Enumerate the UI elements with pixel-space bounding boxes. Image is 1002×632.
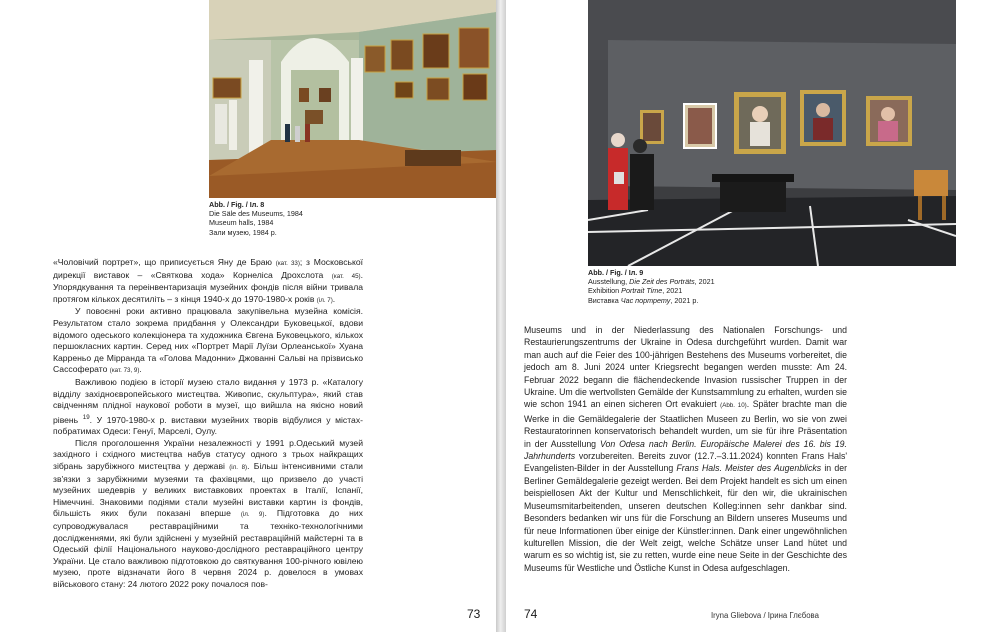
caption-line-de: Die Säle des Museums, 1984: [209, 209, 303, 219]
figure-label: Abb. / Fig. / Іл. 9: [588, 268, 644, 277]
left-body-text: [53, 257, 363, 590]
paragraph: Museums und in der Niederlassung des Nationalen Forschungs- und Restaurierungszentrums der Ukraine in Odesa durchgeführt wurden. Damit war man auch auf die Feier des 100-jährigen Bestehens des Museums vorbereitet, die jedoch am 8. Juni 2024 unter Kriegsrecht begangen werden musste: Am 24. Februar 2022 begann die flächendeckende Invasion russischer Truppen in der Ukraine. Um die wertvollsten Gemälde der Kunstsammlung zu erhalten, wurden sie wie schon 1941 an einen sicheren Ort evakuiert (Abb. 10). Später brachte man die Werke in die Gemäldegalerie der Staatlichen Museen zu Berlin, wo sie von zwei Restauratorinnen konservatorisch behandelt wurden, um sie für ihre Präsentation in der Ausstellung Von Odesa nach Berlin. Europäische Malerei des 16. bis 19. Jahrhunderts vorzubereiten. Bereits zuvor (12.7.–3.11.2024) konnten Frans Hals' Evangelisten-Bilder in der Ausstellung Frans Hals. Meister des Augenblicks in der Berliner Gemäldegalerie gezeigt werden. Bei dem Projekt handelt es sich um einen beispiellosen Akt der Kultur und Menschlichkeit, für den wir, die ukrainischen Museumsmitarbeitenden, unseren deutschen Kolleg:innen sehr dankbar sind. Besonders bedanken wir uns für die Forschung an Bildern unseres Museums und für neue Informationen über einige der Künstler:innen. Dank einer ungewöhnlichen kulturellen Mission, die der Welt zeigt, welche Schätze unser Land hütet und warum es so wichtig ist, sie zu retten, wurde eine neue Seite in der Geschichte des Museums für Westliche und Östliche Kunst in Odesa aufgeschlagen.: [524, 325, 848, 573]
paragraph: «Чоловічий портрет», що приписується Яну де Браю (кат. 33); з Московської дирекції виставок – «Святкова хода» Корнеліса Дрохслота (кат. 45). Упорядкування та переінвентаризація музейних фондів після війни тривала протягом кількох десятиліть – з кінця 1940-х до 1970-1980-х років (іл. 7).: [53, 257, 363, 304]
page-number: 73: [467, 607, 481, 621]
figure-caption-8: [209, 200, 469, 237]
figure-caption-9: [588, 268, 888, 305]
caption-line-uk: Виставка Час портрету, 2021 р.: [588, 295, 699, 305]
paragraph: У повоєнні роки активно працювала закупівельна музейна комісія. Результатом стало зокрема придбання у Олександри Буковецької, вдови відомого одеського колекціонера та художника Євгена Буковецького, кількох першокласних картин. Серед них «Портрет Марії Луїзи Орлеанської» Хуана Карреньо де Мірранда та «Голова Мадонни» Джованні Сальві на прізвисько Сассоферато (кат. 73, 9).: [53, 306, 363, 375]
right-page: [506, 0, 1002, 632]
caption-line-uk: Зали музею, 1984 р.: [209, 227, 277, 237]
caption-line-en: Exhibition Portrait Time, 2021: [588, 286, 683, 296]
museum-halls-photo: [209, 0, 497, 198]
left-page: [0, 0, 496, 632]
page-number: 74: [524, 607, 538, 621]
caption-line-de: Ausstellung, Die Zeit des Porträts, 2021: [588, 277, 715, 287]
paragraph: Важливою подією в історії музею стало видання у 1973 р. «Каталогу відділу західноєвропейського мистецтва. Живопис, скульптура», який став свідченням плідної наукової роботи в музеї, що вийшла на якісно новий рівень $^{19}$. У 1970-1980-х р. виставки музейних творів відбулися у містах-побратимах Одеси: Генуї, Марселі, Оулу.: [53, 376, 363, 437]
right-body-text: [524, 324, 847, 574]
author-footer: Iryna Gliebova / Ірина Глєбова: [711, 611, 819, 620]
paragraph: Після проголошення України незалежності у 1991 р.Одеський музей західного і східного мистецтва набув статусу одного з трьох найкращих зібрань зарубіжного мистецтва у державі (іл. 8). Більш інтенсивними стали зв'язки з зарубіжними музеями та фахівцями, що призвело до участі музейних шедеврів у великих виставкових проектах в Італії, Іспанії, Німеччині. Знаковими подіями стали музейні виставки картин із фондів, більшість яких були показані вперше (іл. 9). Підготовка до них супроводжувалася реставраційними та техніко-технологічними дослідженнями, які були здійснені у музейній реставраційній майстерні та в Одеській філії Національного науково-дослідного реставраційного центру України. Це стало важливою підготовкою до святкування 100-річного ювілею музею, проте відзначати його 8 червня 2024 р. довелося в умовах військового стану: 24 лютого 2022 року почалося пов-: [53, 437, 363, 589]
figure-label: Abb. / Fig. / Іл. 8: [209, 200, 265, 209]
exhibition-photo: [588, 0, 956, 266]
book-gutter: [496, 0, 506, 632]
caption-line-en: Museum halls, 1984: [209, 218, 274, 228]
